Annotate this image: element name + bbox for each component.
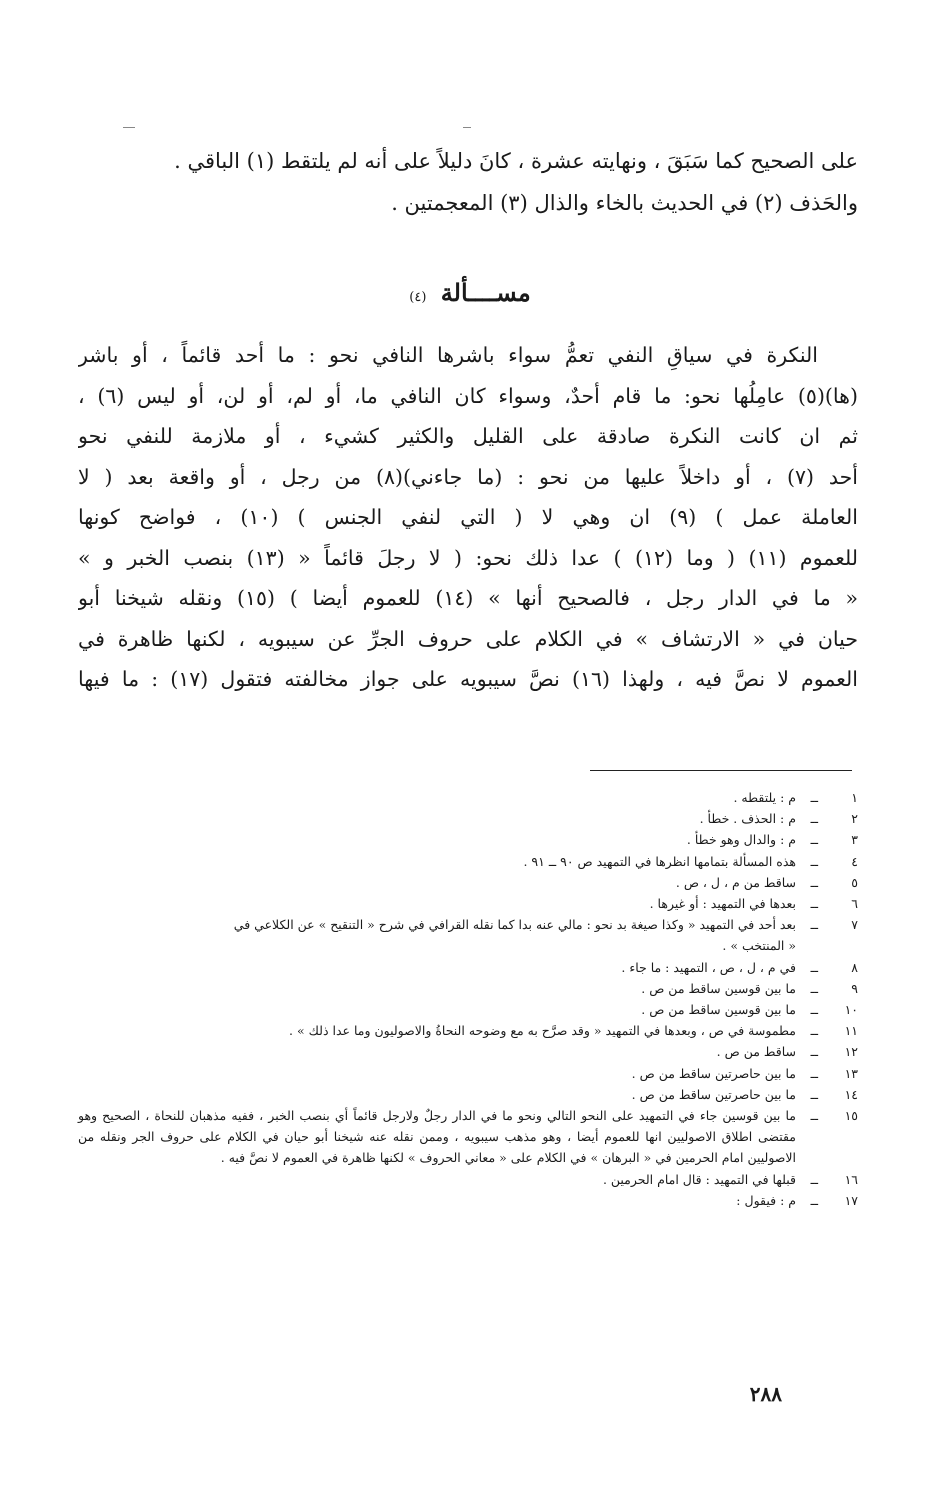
- footnote-text: ما بين قوسين جاء في التمهيد على النحو التالي ونحو ما في الدار رجلٌ ولارجل قائماً أي بنصب الخبر ، ففيه مذهبان للنحاة ، الصحيح وهو مقتضى اطلاق الاصوليين انها للعموم أيضا ، وهو مذهب سيبويه ، وممن نقله عنه شيخنا أبو حيان في الكلام على حروف الجر ونقله من الاصوليين امام الحرمين في « البرهان » في الكلام على « معاني الحروف » لكنها ظاهرة في العموم لا نصَّ فيه .: [78, 1108, 796, 1166]
- footnote-text: قبلها في التمهيد : قال امام الحرمين .: [602, 1171, 796, 1187]
- footnote: [78, 851, 858, 872]
- footnote: [78, 1063, 858, 1084]
- text-line: « ما في الدار رجل ، فالصحيح أنها » (١٤) للعموم أيضا ) (١٥) ونقله شيخنا أبو: [78, 586, 858, 610]
- footnote: [78, 957, 858, 978]
- footnote-number: ٩: [851, 980, 858, 996]
- text-line: العاملة عمل ) (٩) ان وهي لا ( التي لنفي الجنس ) (١٠) ، فواضح كونها: [78, 505, 858, 529]
- footnote-dash: ــ: [810, 1002, 818, 1018]
- main-text: [78, 335, 858, 700]
- footnote: [78, 1020, 858, 1041]
- footnote-dash: ــ: [810, 811, 818, 827]
- footnote: [78, 787, 858, 808]
- footnote-number: ١٥: [844, 1108, 858, 1124]
- footnote-separator: [590, 770, 852, 771]
- footnote-text: م : يلتقطه .: [733, 790, 796, 805]
- footnote-text: م : فيقول :: [736, 1192, 796, 1208]
- footnote-number: ١٣: [844, 1065, 858, 1081]
- paragraph-line: على الصحيح كما سَبَقَ ، ونهايته عشرة ، كانَ دليلاً على أنه لم يلتقط (١) الباقي .: [174, 149, 858, 173]
- footnote-text-line: بعد أحد في التمهيد « وكذا صيغة بد نحو : مالي عنه بدا كما نقله القرافي في شرح « التنقيح » عن الكلاعي في: [233, 917, 796, 933]
- text-line: (ها)(٥) عامِلُها نحو: ما قام أحدٌ، وسواء كان النافي ما، أو لم، أو لن، أو ليس (٦) ،: [78, 383, 858, 408]
- footnote: [78, 978, 858, 999]
- footnote-text: ما بين حاصرتين ساقط من ص .: [631, 1086, 796, 1102]
- footnote-text: ساقط من م ، ل ، ص .: [675, 874, 796, 890]
- text-line: العموم لا نصَّ فيه ، ولهذا (١٦) نصَّ سيبويه على جواز مخالفته فتقول (١٧) : ما فيها: [78, 667, 858, 691]
- footnote-number: ٥: [851, 874, 858, 890]
- scan-speck: [123, 127, 135, 128]
- text-line: النكرة في سياقِ النفي تعمُّ سواء باشرها النافي نحو : ما أحد قائماً ، أو باشر: [78, 343, 818, 367]
- footnote: [78, 872, 858, 893]
- continued-paragraph: [78, 140, 858, 224]
- page-number: ٢٨٨: [749, 1382, 782, 1406]
- footnote-dash: ــ: [810, 1023, 818, 1039]
- footnote: [78, 829, 858, 850]
- footnote-text: في م ، ل ، ص ، التمهيد : ما جاء .: [621, 959, 796, 975]
- text-line: ثم ان كانت النكرة صادقة على القليل والكثير كشيء ، أو ملازمة للنفي نحو: [78, 424, 858, 448]
- footnote-text-line: « المنتخب » .: [722, 938, 796, 954]
- footnote-dash: ــ: [810, 853, 818, 869]
- footnote-dash: ــ: [810, 874, 818, 890]
- footnote-number: ١: [851, 790, 858, 805]
- footnote: [78, 893, 858, 914]
- footnote-number: ٢: [851, 811, 858, 827]
- footnote: [78, 999, 858, 1020]
- paragraph-line: والحَذف (٢) في الحديث بالخاء والذال (٣) المعجمتين .: [391, 191, 858, 215]
- footnote-dash: ــ: [810, 896, 818, 912]
- footnote-number: ٦: [851, 896, 858, 912]
- footnote-number: ١٦: [844, 1171, 858, 1187]
- footnote: [78, 1190, 858, 1211]
- footnote: [78, 1105, 858, 1169]
- footnote-dash: ــ: [810, 832, 818, 848]
- footnote-dash: ــ: [810, 790, 818, 805]
- text-line: حيان في « الارتشاف » في الكلام على حروف الجرِّ عن سيبويه ، لكنها ظاهرة في: [78, 626, 858, 651]
- footnote-number: ١٢: [844, 1044, 858, 1060]
- footnote-number: ١٠: [844, 1002, 858, 1018]
- footnote-text: م : والدال وهو خطأ .: [686, 832, 796, 848]
- footnote: [78, 1084, 858, 1105]
- footnote-dash: ــ: [810, 1171, 818, 1187]
- footnote-text: بعدها في التمهيد : أو غيرها .: [649, 896, 796, 912]
- footnote-text: ما بين قوسين ساقط من ص .: [641, 980, 796, 996]
- footnote-text: ما بين حاصرتين ساقط من ص .: [631, 1065, 796, 1081]
- footnote-dash: ــ: [810, 1044, 818, 1060]
- scan-speck: [463, 127, 471, 128]
- footnote-number: ١١: [844, 1023, 858, 1039]
- footnote-text: ما بين قوسين ساقط من ص .: [641, 1002, 796, 1018]
- footnote: [78, 914, 858, 956]
- footnote: [78, 808, 858, 829]
- text-line: أحد (٧) ، أو داخلاً عليها من نحو : (ما جاءني)(٨) من رجل ، أو واقعة بعد ( لا: [78, 464, 858, 489]
- footnote-text: ساقط من ص .: [716, 1044, 796, 1060]
- text-line: للعموم (١١) ( وما (١٢) ) عدا ذلك نحو: ( لا رجلَ قائماً « (١٣) بنصب الخبر و »: [78, 545, 858, 570]
- footnote-number: ٤: [851, 853, 858, 869]
- footnote: [78, 1041, 858, 1062]
- footnote-dash: ــ: [810, 959, 818, 975]
- footnote-dash: ــ: [810, 917, 818, 933]
- footnote-number: ١٧: [844, 1192, 858, 1208]
- footnote-number: ٣: [851, 832, 858, 848]
- footnote-number: ٧: [851, 917, 858, 933]
- footnotes: [78, 787, 858, 1211]
- footnote-dash: ــ: [810, 1065, 818, 1081]
- footnote: [78, 1169, 858, 1190]
- footnote-dash: ــ: [810, 1086, 818, 1102]
- footnote-dash: ــ: [810, 1192, 818, 1208]
- heading-footnote-ref: (٤): [409, 290, 427, 305]
- footnote-text: [78, 914, 796, 956]
- section-title: مســــألة: [440, 278, 531, 307]
- footnote-dash: ــ: [810, 980, 818, 996]
- footnote-text: هذه المسألة بتمامها انظرها في التمهيد ص ٩٠ ــ ٩١ .: [523, 853, 796, 869]
- footnote-number: ١٤: [844, 1086, 858, 1102]
- footnote-text: م : الحذف . خطأ .: [699, 811, 796, 827]
- footnote-dash: ــ: [810, 1108, 818, 1124]
- section-heading: [0, 278, 940, 307]
- footnote-number: ٨: [851, 959, 858, 975]
- footnote-text: مطموسة في ص ، وبعدها في التمهيد « وقد صرَّح به مع وضوحه النحاةُ والاصوليون وما عدا ذلك » .: [289, 1023, 796, 1039]
